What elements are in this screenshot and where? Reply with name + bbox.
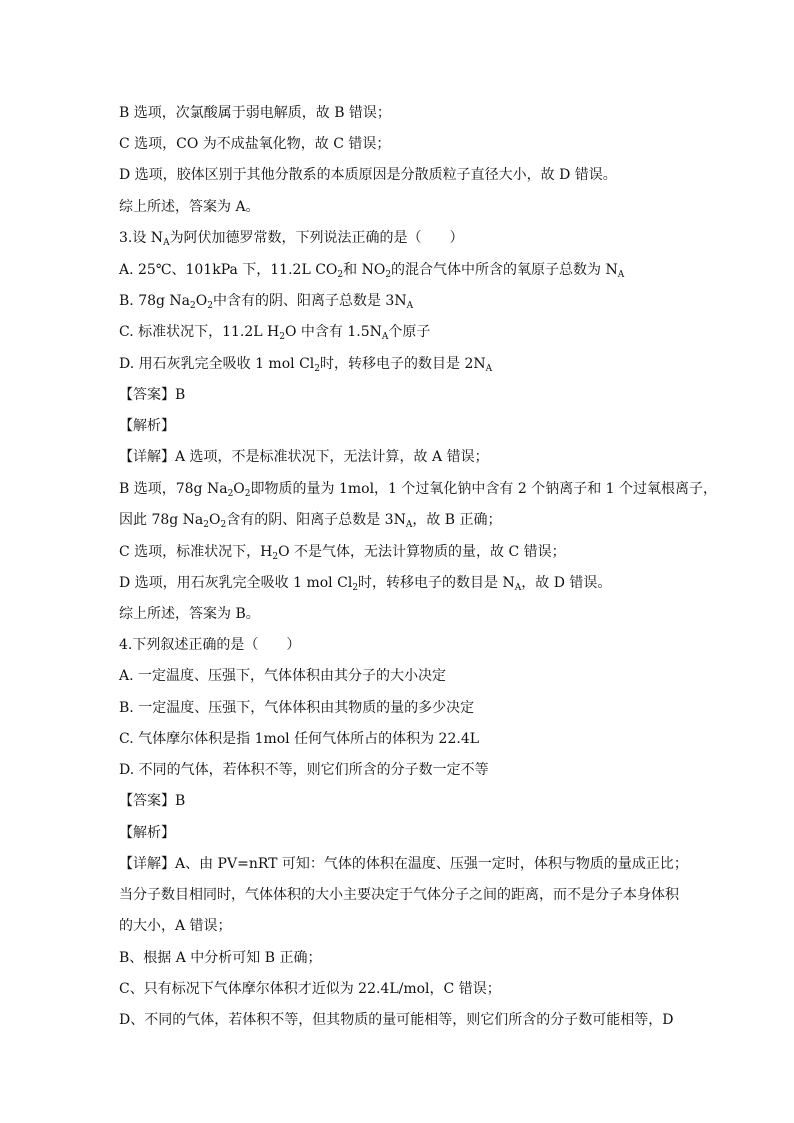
q3-detail-d: D 选项，用石灰乳完全吸收 1 mol $Cl_2$时，转移电子的数目是 $N_A$，故 D 错误。 bbox=[119, 575, 612, 593]
q4-detail-6: D、不同的气体，若体积不等，但其物质的量可能相等，则它们所含的分子数可能相等，D bbox=[119, 1012, 674, 1028]
q4-option-d: D. 不同的气体，若体积不等，则它们所含的分子数一定不等 bbox=[119, 762, 489, 778]
q3-option-a: A. 25℃、101kPa 下，11.2L $CO_2$和 $NO_2$的混合气体中所含的氧原子总数为 $N_A$ bbox=[119, 262, 625, 280]
q4-option-b: B. 一定温度、压强下，气体体积由其物质的量的多少决定 bbox=[119, 700, 475, 716]
q3-option-b: B. 78g $Na_2O_2$中含有的阴、阳离子总数是 $3N_A$ bbox=[119, 293, 414, 311]
q3-detail-b-line1: B 选项，78g $Na_2O_2$即物质的量为 1mol，1 个过氧化钠中含有 2 个钠离子和 1 个过氧根离子， bbox=[119, 481, 718, 499]
q2-option-b-explanation: B 选项，次氯酸属于弱电解质，故 B 错误； bbox=[119, 105, 391, 121]
q3-analysis-heading: 【解析】 bbox=[119, 418, 175, 434]
q4-option-a: A. 一定温度、压强下，气体体积由其分子的大小决定 bbox=[119, 668, 447, 684]
q4-detail-1: 【详解】A、由 PV=nRT 可知：气体的体积在温度、压强一定时，体积与物质的量成正比； bbox=[119, 856, 688, 872]
q4-detail-5: C、只有标况下气体摩尔体积才近似为 22.4L/mol，C 错误； bbox=[119, 981, 501, 997]
q4-analysis-heading: 【解析】 bbox=[119, 825, 175, 841]
q4-detail-4: B、根据 A 中分析可知 B 正确； bbox=[119, 950, 322, 966]
q3-detail-b-line2: 因此 78g $Na_2O_2$含有的阴、阳离子总数是 $3N_A$，故 B 正确； bbox=[119, 512, 502, 530]
q4-detail-3: 的大小，A 错误； bbox=[119, 918, 232, 934]
q4-option-c: C. 气体摩尔体积是指 1mol 任何气体所占的体积为 22.4L bbox=[119, 731, 480, 747]
q4-answer: 【答案】B bbox=[119, 793, 186, 809]
q3-option-d: D. 用石灰乳完全吸收 1 mol $Cl_2$时，转移电子的数目是 $2N_A$ bbox=[119, 356, 493, 374]
q4-stem: 4.下列叙述正确的是（ ） bbox=[119, 637, 301, 653]
q2-option-d-explanation: D 选项，胶体区别于其他分散系的本质原因是分散质粒子直径大小，故 D 错误。 bbox=[119, 167, 617, 183]
q2-option-c-explanation: C 选项，CO 为不成盐氧化物，故 C 错误； bbox=[119, 136, 391, 152]
q2-summary: 综上所述，答案为 A。 bbox=[119, 199, 260, 215]
q3-detail-c: C 选项，标准状况下，$H_2O$ 不是气体，无法计算物质的量，故 C 错误； bbox=[119, 544, 566, 562]
q3-stem: 3.设 $N_A$为阿伏加德罗常数，下列说法正确的是（ ） bbox=[119, 230, 464, 248]
q3-option-c: C. 标准状况下，11.2L $H_2O$ 中含有 $1.5N_A$个原子 bbox=[119, 324, 431, 342]
q3-detail-a: 【详解】A 选项，不是标准状况下，无法计算，故 A 错误； bbox=[119, 449, 489, 465]
q4-detail-2: 当分子数目相同时，气体体积的大小主要决定于气体分子之间的距离，而不是分子本身体积 bbox=[119, 887, 679, 903]
q3-answer: 【答案】B bbox=[119, 387, 186, 403]
q3-summary: 综上所述，答案为 B。 bbox=[119, 606, 260, 622]
